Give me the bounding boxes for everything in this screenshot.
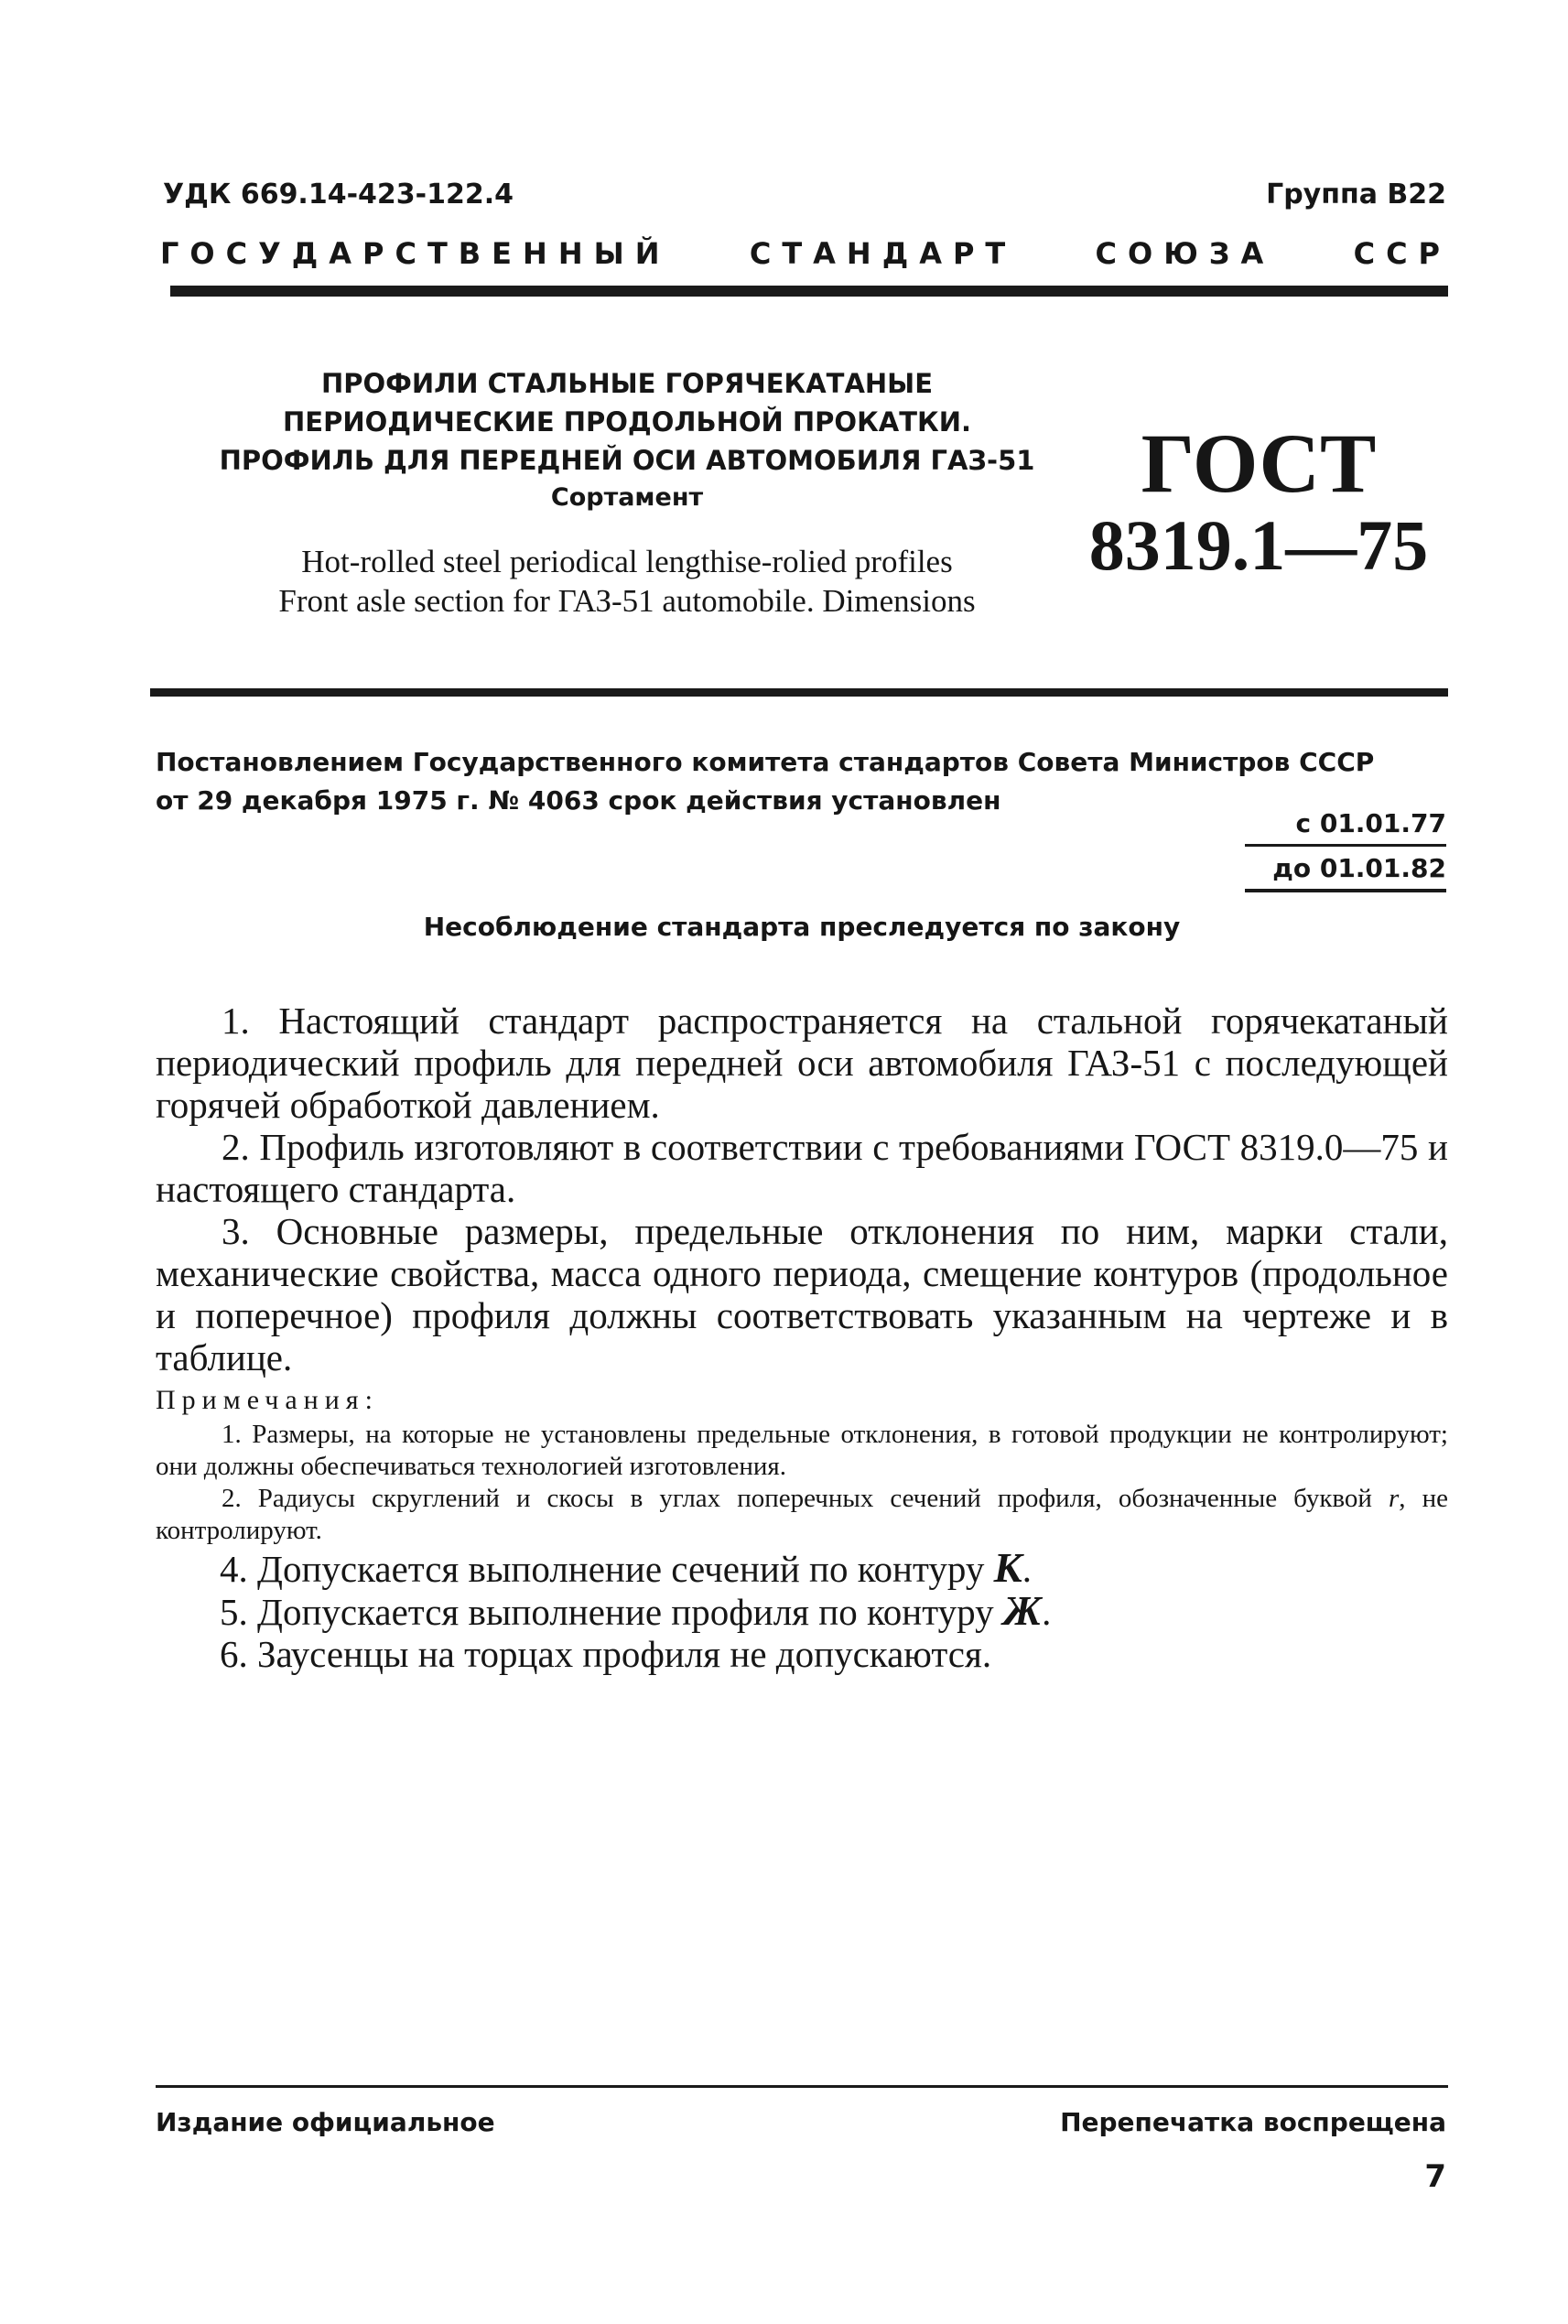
valid-from: с 01.01.77	[1245, 804, 1446, 847]
document-body	[156, 1000, 1448, 1675]
footer-rule	[156, 2085, 1448, 2088]
decree-line: от 29 декабря 1975 г. № 4063 срок действия установлен	[156, 785, 1001, 816]
group-code: Группа В22	[1266, 178, 1446, 211]
banner-word: СТАНДАРТ	[749, 236, 1017, 271]
clause-1: 1. Настоящий стандарт распространяется на стальной горячекатаный периодический профиль для передней оси автомобиля ГАЗ-51 с последующей горячей обработкой давлением.	[156, 1000, 1448, 1126]
contour-zh-letter: Ж	[1002, 1587, 1043, 1634]
clause-2: 2. Профиль изготовляют в соответствии с требованиями ГОСТ 8319.0—75 и настоящего стандарта.	[156, 1126, 1448, 1210]
title-line: ПРОФИЛЬ ДЛЯ ПЕРЕДНЕЙ ОСИ АВТОМОБИЛЯ ГАЗ-51	[219, 445, 1035, 476]
title-line: ПРОФИЛИ СТАЛЬНЫЕ ГОРЯЧЕКАТАНЫЕ	[320, 368, 934, 399]
note-2-text: 2. Радиусы скруглений и скосы в углах поперечных сечений профиля, обозначенные буквой	[222, 1484, 1389, 1513]
note-2	[156, 1483, 1448, 1547]
clause-5-text: 5. Допускается выполнение профиля по контуру	[220, 1591, 1003, 1633]
header-rule	[170, 286, 1448, 297]
notes-heading: Примечания:	[156, 1385, 379, 1415]
subtitle: Сортамент	[550, 483, 704, 512]
clause-6: 6. Заусенцы на торцах профиля не допускаются.	[220, 1633, 992, 1675]
title-block	[183, 364, 1071, 621]
clause-4: 4. Допускается выполнение сечений по контуру К.	[220, 1544, 1033, 1591]
page-number: 7	[1424, 2158, 1446, 2195]
title-line: ПЕРИОДИЧЕСКИЕ ПРОДОЛЬНОЙ ПРОКАТКИ.	[282, 406, 971, 438]
english-title	[183, 542, 1071, 621]
radius-letter: r	[1388, 1484, 1400, 1513]
reprint-notice: Перепечатка воспрещена	[1060, 2107, 1446, 2137]
banner-word: ССР	[1353, 236, 1451, 271]
valid-to: до 01.01.82	[1245, 849, 1446, 892]
clause-3: 3. Основные размеры, предельные отклонения по ним, марки стали, механические свойства, масса одного периода, смещение контуров (продольное и поперечное) профиля должны соответствовать указанным на чертеже и в таблице.	[156, 1210, 1448, 1378]
contour-k-letter: К	[993, 1544, 1022, 1591]
note-2-tail: , не контролируют.	[156, 1484, 1448, 1545]
clause-5: 5. Допускается выполнение профиля по контуру Ж.	[220, 1587, 1052, 1634]
edition-label: Издание официальное	[156, 2107, 495, 2137]
banner-word: СОЮЗА	[1095, 236, 1275, 271]
gost-designation	[1076, 416, 1442, 585]
decree-line: Постановлением Государственного комитета стандартов Совета Министров СССР	[156, 747, 1375, 777]
section-rule	[150, 688, 1448, 697]
clause-4-text: 4. Допускается выполнение сечений по контуру	[220, 1548, 994, 1590]
validity-period	[1245, 804, 1446, 892]
english-title-line: Hot-rolled steel periodical lengthise-rolied profiles	[301, 544, 953, 579]
state-standard-banner	[160, 236, 1451, 271]
law-notice: Несоблюдение стандарта преследуется по закону	[423, 912, 1181, 942]
note-1: 1. Размеры, на которые не установлены предельные отклонения, в готовой продукции не контролируют; они должны обеспечиваться технологией изготовления.	[156, 1420, 1448, 1481]
gost-label: ГОСТ	[1141, 416, 1377, 510]
udk-code: УДК 669.14-423-122.4	[163, 178, 514, 211]
banner-word: ГОСУДАРСТВЕННЫЙ	[160, 236, 671, 271]
english-title-line: Front asle section for ГАЗ-51 automobile. Dimensions	[278, 583, 976, 619]
gost-number: 8319.1—75	[1088, 504, 1429, 585]
